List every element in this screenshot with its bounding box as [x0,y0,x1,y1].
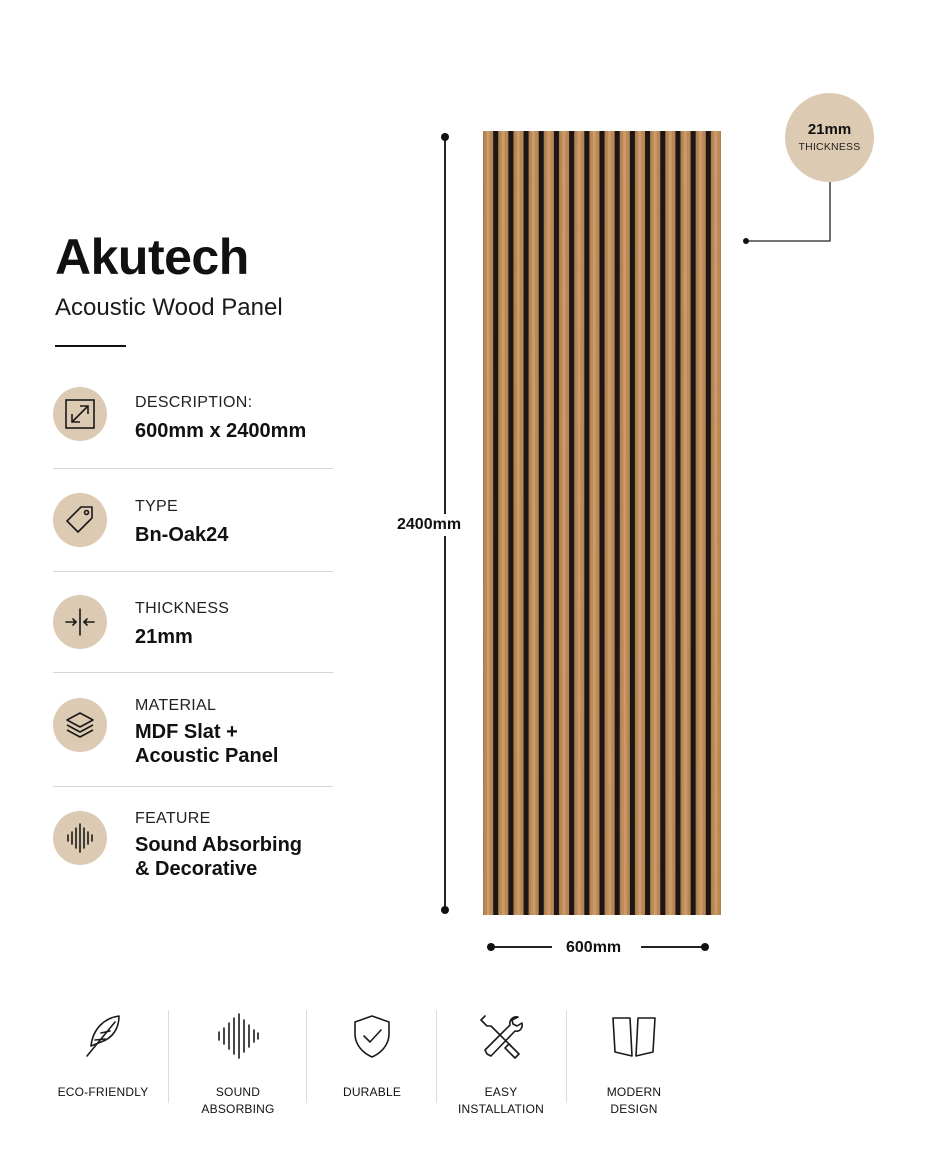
wood-slat [620,131,630,915]
brand-name: Akutech [55,229,249,285]
spec-value-line2: & Decorative [135,858,258,880]
wood-slat [605,131,615,915]
spec-divider [53,672,333,673]
spec-value-line1: MDF Slat + [135,721,238,743]
feature-label-line1: SOUND [215,1085,261,1099]
spec-label: DESCRIPTION: [135,394,253,411]
wood-slat [544,131,554,915]
panels-icon [610,1012,658,1060]
width-dimension-line [492,946,552,948]
wood-slat [696,131,706,915]
spec-value: Bn-Oak24 [135,524,229,546]
wood-slat-panel [483,131,721,915]
dimension-endpoint [441,906,449,914]
dimension-endpoint [701,943,709,951]
thickness-arrows-icon [53,595,107,649]
spec-value: 21mm [135,626,193,648]
wood-slat [483,131,493,915]
width-dimension-line [641,946,705,948]
spec-feature [53,811,333,883]
feature-label-line2: DESIGN [610,1102,658,1116]
feature-label-line2: ABSORBING [201,1102,275,1116]
feature-label-line1: DURABLE [342,1085,402,1099]
wood-slat [680,131,690,915]
dimension-endpoint [441,133,449,141]
title-underline [55,345,126,347]
feature-easy-installation [451,1012,551,1116]
feather-icon [79,1012,127,1060]
tools-icon [477,1012,525,1060]
badge-label: THICKNESS [798,140,861,153]
spec-material [53,698,333,770]
wood-slat [635,131,645,915]
layers-icon [53,698,107,752]
width-dimension-label: 600mm [566,939,622,956]
spec-label: FEATURE [135,810,211,827]
resize-icon [53,387,107,441]
wood-slat [711,131,721,915]
feature-label-line1: EASY [484,1085,518,1099]
thickness-callout-line [742,180,834,246]
wood-slat [665,131,675,915]
feature-eco-friendly [48,1012,158,1112]
wood-slat [513,131,523,915]
wood-slat [529,131,539,915]
feature-divider [436,1010,437,1103]
sound-wave-icon [53,811,107,865]
spec-thickness [53,595,333,655]
shield-check-icon [348,1012,396,1060]
feature-divider [306,1010,307,1103]
wood-slat [559,131,569,915]
feature-label-line1: MODERN [606,1085,662,1099]
spec-value: 600mm x 2400mm [135,420,307,442]
spec-type [53,493,333,553]
spec-label: TYPE [135,498,178,515]
spec-value-line1: Sound Absorbing [135,834,303,856]
feature-divider [168,1010,169,1103]
sound-wave-icon [214,1012,262,1060]
tag-icon [53,493,107,547]
dimension-endpoint [487,943,495,951]
height-dimension-label: 2400mm [397,514,461,536]
spec-divider [53,468,333,469]
spec-description [53,387,333,447]
feature-label-line1: ECO-FRIENDLY [57,1085,149,1099]
wood-slat [574,131,584,915]
spec-label: THICKNESS [135,600,230,617]
feature-divider [566,1010,567,1103]
spec-divider [53,786,333,787]
thickness-badge [785,93,874,182]
spec-label: MATERIAL [135,697,217,714]
wood-slat [498,131,508,915]
wood-slat [589,131,599,915]
feature-durable [322,1012,422,1112]
feature-label-line2: INSTALLATION [458,1102,544,1116]
feature-sound-absorbing [188,1012,288,1116]
badge-value: 21mm [807,121,852,139]
spec-value-line2: Acoustic Panel [135,745,279,767]
spec-divider [53,571,333,572]
wood-slat [650,131,660,915]
product-subtitle: Acoustic Wood Panel [55,294,283,321]
feature-modern-design [584,1012,684,1116]
